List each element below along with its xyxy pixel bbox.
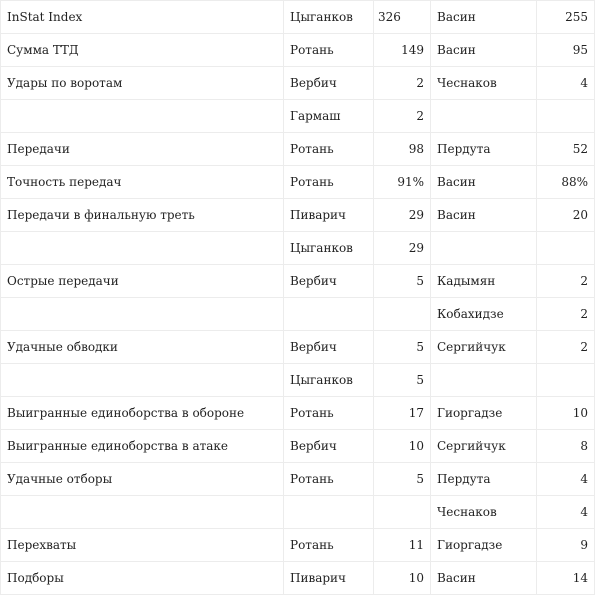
team1-value: 5 xyxy=(374,265,431,298)
stats-table-body xyxy=(1,1,595,595)
team2-player: Пердута xyxy=(431,133,537,166)
team1-value: 29 xyxy=(374,232,431,265)
team1-value: 10 xyxy=(374,430,431,463)
team1-player: Ротань xyxy=(284,166,374,199)
table-row xyxy=(1,463,595,496)
team2-player xyxy=(431,364,537,397)
team2-value: 88% xyxy=(537,166,595,199)
team2-value: 2 xyxy=(537,298,595,331)
team1-value xyxy=(374,496,431,529)
stat-label: Точность передач xyxy=(1,166,284,199)
team2-value: 4 xyxy=(537,67,595,100)
team2-player: Васин xyxy=(431,1,537,34)
team2-player: Васин xyxy=(431,199,537,232)
team1-player: Ротань xyxy=(284,133,374,166)
team1-player: Пиварич xyxy=(284,562,374,595)
team2-value: 8 xyxy=(537,430,595,463)
table-row xyxy=(1,265,595,298)
table-row xyxy=(1,364,595,397)
team1-value: 29 xyxy=(374,199,431,232)
team1-value: 10 xyxy=(374,562,431,595)
team2-value: 10 xyxy=(537,397,595,430)
team1-player: Гармаш xyxy=(284,100,374,133)
table-row xyxy=(1,34,595,67)
stat-label xyxy=(1,496,284,529)
team1-value: 2 xyxy=(374,100,431,133)
team1-player xyxy=(284,298,374,331)
team1-player: Вербич xyxy=(284,265,374,298)
team2-value xyxy=(537,364,595,397)
team2-value: 4 xyxy=(537,463,595,496)
team2-player: Васин xyxy=(431,34,537,67)
stat-label: Удары по воротам xyxy=(1,67,284,100)
team2-value: 2 xyxy=(537,265,595,298)
stat-label: Выигранные единоборства в атаке xyxy=(1,430,284,463)
stat-label xyxy=(1,298,284,331)
stat-label xyxy=(1,232,284,265)
team1-value: 326 xyxy=(374,1,431,34)
team2-value: 95 xyxy=(537,34,595,67)
stat-label: Выигранные единоборства в обороне xyxy=(1,397,284,430)
team2-value: 4 xyxy=(537,496,595,529)
team1-player: Пиварич xyxy=(284,199,374,232)
team1-player: Вербич xyxy=(284,430,374,463)
team2-value xyxy=(537,232,595,265)
table-row xyxy=(1,331,595,364)
table-row xyxy=(1,133,595,166)
team1-player: Вербич xyxy=(284,67,374,100)
team1-value: 11 xyxy=(374,529,431,562)
team2-player xyxy=(431,232,537,265)
table-row xyxy=(1,298,595,331)
team2-player xyxy=(431,100,537,133)
team2-player: Пердута xyxy=(431,463,537,496)
team2-player: Кадымян xyxy=(431,265,537,298)
stat-label xyxy=(1,100,284,133)
team2-value: 255 xyxy=(537,1,595,34)
team1-player: Ротань xyxy=(284,34,374,67)
team1-value: 5 xyxy=(374,364,431,397)
table-row xyxy=(1,199,595,232)
stat-label: Передачи xyxy=(1,133,284,166)
team2-value: 52 xyxy=(537,133,595,166)
team2-player: Васин xyxy=(431,166,537,199)
stat-label: Сумма ТТД xyxy=(1,34,284,67)
team1-value: 5 xyxy=(374,331,431,364)
team1-value: 98 xyxy=(374,133,431,166)
stat-label: Передачи в финальную треть xyxy=(1,199,284,232)
team2-value: 9 xyxy=(537,529,595,562)
team2-player: Сергийчук xyxy=(431,331,537,364)
team2-value: 20 xyxy=(537,199,595,232)
team1-player: Цыганков xyxy=(284,232,374,265)
team1-value: 5 xyxy=(374,463,431,496)
table-row xyxy=(1,100,595,133)
team1-value xyxy=(374,298,431,331)
stat-label: Удачные отборы xyxy=(1,463,284,496)
stat-label xyxy=(1,364,284,397)
table-row xyxy=(1,529,595,562)
stat-label: Удачные обводки xyxy=(1,331,284,364)
team1-player: Цыганков xyxy=(284,364,374,397)
team1-player: Ротань xyxy=(284,397,374,430)
table-row xyxy=(1,562,595,595)
table-row xyxy=(1,232,595,265)
stat-label: Перехваты xyxy=(1,529,284,562)
team1-player: Цыганков xyxy=(284,1,374,34)
team2-value: 2 xyxy=(537,331,595,364)
stat-label: InStat Index xyxy=(1,1,284,34)
stat-label: Острые передачи xyxy=(1,265,284,298)
table-row xyxy=(1,496,595,529)
team2-player: Гиоргадзе xyxy=(431,397,537,430)
team2-player: Гиоргадзе xyxy=(431,529,537,562)
table-row xyxy=(1,397,595,430)
team2-value: 14 xyxy=(537,562,595,595)
team2-player: Кобахидзе xyxy=(431,298,537,331)
team2-player: Чеснаков xyxy=(431,496,537,529)
table-row xyxy=(1,1,595,34)
team1-player: Вербич xyxy=(284,331,374,364)
stat-label: Подборы xyxy=(1,562,284,595)
team1-player: Ротань xyxy=(284,463,374,496)
team1-value: 149 xyxy=(374,34,431,67)
team1-value: 17 xyxy=(374,397,431,430)
team2-player: Сергийчук xyxy=(431,430,537,463)
table-row xyxy=(1,430,595,463)
team1-value: 2 xyxy=(374,67,431,100)
table-row xyxy=(1,67,595,100)
team2-player: Чеснаков xyxy=(431,67,537,100)
team1-player: Ротань xyxy=(284,529,374,562)
team1-player xyxy=(284,496,374,529)
team2-player: Васин xyxy=(431,562,537,595)
team2-value xyxy=(537,100,595,133)
team1-value: 91% xyxy=(374,166,431,199)
table-row xyxy=(1,166,595,199)
